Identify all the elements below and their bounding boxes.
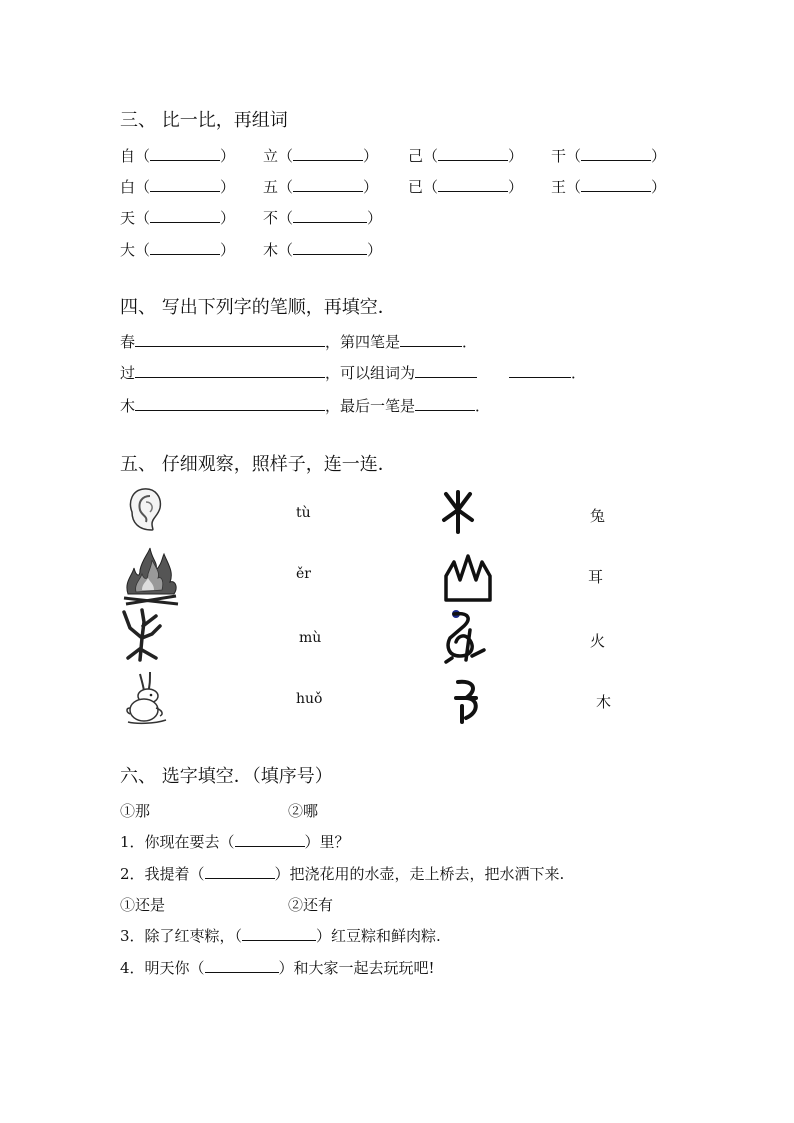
stroke-order-blank[interactable] [135, 365, 325, 378]
compare-word-item [263, 145, 378, 166]
stroke-row-3 [120, 395, 490, 416]
stroke-char: 春 [120, 333, 136, 351]
stroke-char: 木 [120, 397, 136, 415]
open-paren: （ [423, 147, 439, 165]
ancient-mu-glyph [438, 490, 478, 534]
answer-blank-2[interactable] [509, 365, 571, 378]
ancient-er-glyph [452, 676, 482, 724]
pinyin-label: mù [299, 630, 322, 646]
compare-char: 大 [120, 241, 136, 259]
close-paren: ） [220, 147, 236, 165]
answer-blank[interactable] [415, 365, 477, 378]
compare-word-item [263, 207, 382, 228]
word-blank[interactable] [150, 179, 220, 192]
section-3-title: 三、 比一比，再组词 [120, 110, 288, 131]
compare-word-item [120, 176, 235, 197]
stroke-row-2 [120, 362, 586, 383]
section-5-title: 五、 仔细观察，照样子，连一连． [120, 454, 396, 475]
option-2: ②哪 [288, 802, 319, 820]
open-paren: （ [278, 241, 294, 259]
word-blank[interactable] [581, 148, 651, 161]
question-3 [120, 925, 441, 946]
question-4 [120, 957, 435, 978]
close-paren: ） [367, 241, 383, 259]
compare-char: 不 [263, 209, 279, 227]
compare-word-item [263, 176, 378, 197]
compare-word-item [551, 145, 666, 166]
open-paren: （ [278, 209, 294, 227]
close-paren: ） [508, 147, 524, 165]
answer-blank[interactable] [415, 398, 475, 411]
hanzi-label: 耳 [588, 568, 604, 586]
close-paren: ） [363, 147, 379, 165]
word-blank[interactable] [293, 148, 363, 161]
pinyin-label: tù [296, 505, 311, 521]
compare-char: 王 [551, 178, 567, 196]
section-4-title: 四、 写出下列字的笔顺，再填空． [120, 297, 396, 318]
compare-char: 干 [551, 147, 567, 165]
stroke-question: ，第四笔是 [325, 333, 401, 351]
period: ． [462, 333, 478, 351]
answer-blank[interactable] [235, 834, 305, 847]
compare-word-item [120, 239, 235, 260]
open-paren: （ [423, 178, 439, 196]
pinyin-label: ěr [296, 566, 311, 582]
open-paren: （ [135, 241, 151, 259]
pinyin-label: huǒ [296, 691, 323, 707]
section-6-title: 六、 选字填空．（填序号） [120, 766, 333, 787]
question-2 [120, 863, 564, 884]
fire-picture [122, 546, 180, 606]
open-paren: （ [135, 209, 151, 227]
stroke-order-blank[interactable] [135, 334, 325, 347]
compare-char: 立 [263, 147, 279, 165]
word-blank[interactable] [581, 179, 651, 192]
close-paren: ） [220, 241, 236, 259]
close-paren: ） [363, 178, 379, 196]
question-text: 4．明天你（ [120, 959, 205, 977]
compare-char: 白 [120, 178, 136, 196]
question-text: ）里？ [304, 833, 350, 851]
answer-blank[interactable] [400, 334, 462, 347]
answer-blank[interactable] [205, 866, 275, 879]
word-blank[interactable] [150, 242, 220, 255]
word-blank[interactable] [293, 242, 367, 255]
question-1 [120, 831, 350, 852]
question-text: 3．除了红枣粽，（ [120, 927, 243, 945]
open-paren: （ [278, 178, 294, 196]
word-blank[interactable] [293, 210, 367, 223]
compare-char: 自 [120, 147, 136, 165]
answer-blank[interactable] [205, 960, 279, 973]
compare-word-item [120, 145, 235, 166]
compare-word-item [551, 176, 666, 197]
open-paren: （ [566, 147, 582, 165]
compare-char: 已 [408, 178, 424, 196]
compare-char: 五 [263, 178, 279, 196]
stroke-char: 过 [120, 364, 136, 382]
tree-picture [120, 608, 162, 662]
word-blank[interactable] [150, 148, 220, 161]
close-paren: ） [367, 209, 383, 227]
hanzi-label: 火 [590, 632, 606, 650]
close-paren: ） [220, 178, 236, 196]
period: ． [571, 364, 587, 382]
close-paren: ） [651, 178, 667, 196]
compare-char: 己 [408, 147, 424, 165]
ancient-tu-glyph [442, 608, 488, 664]
compare-word-item [120, 207, 235, 228]
hanzi-label: 兔 [590, 507, 606, 525]
option-1: ①那 [120, 802, 151, 820]
period: ． [475, 397, 491, 415]
stroke-question: ，最后一笔是 [325, 397, 416, 415]
open-paren: （ [135, 147, 151, 165]
stroke-order-blank[interactable] [135, 398, 325, 411]
open-paren: （ [566, 178, 582, 196]
word-blank[interactable] [438, 148, 508, 161]
word-blank[interactable] [150, 210, 220, 223]
stroke-row-1 [120, 331, 477, 352]
open-paren: （ [135, 178, 151, 196]
compare-char: 天 [120, 209, 136, 227]
close-paren: ） [508, 178, 524, 196]
compare-word-item [408, 176, 523, 197]
word-blank[interactable] [438, 179, 508, 192]
close-paren: ） [220, 209, 236, 227]
option-1: ①还是 [120, 896, 166, 914]
option-2: ②还有 [288, 896, 334, 914]
close-paren: ） [651, 147, 667, 165]
answer-blank[interactable] [242, 928, 316, 941]
question-text: 1．你现在要去（ [120, 833, 235, 851]
question-text: ）和大家一起去玩玩吧! [278, 959, 435, 977]
open-paren: （ [278, 147, 294, 165]
ear-picture [122, 486, 164, 532]
compare-word-item [263, 239, 382, 260]
stroke-question: ，可以组词为 [325, 364, 416, 382]
question-text: 2．我提着（ [120, 865, 205, 883]
compare-word-item [408, 145, 523, 166]
compare-char: 木 [263, 241, 279, 259]
word-blank[interactable] [293, 179, 363, 192]
ancient-huo-glyph [442, 552, 494, 604]
hanzi-label: 木 [596, 693, 612, 711]
question-text: ）把浇花用的水壶，走上桥去，把水洒下来. [274, 865, 565, 883]
rabbit-picture [120, 670, 170, 726]
question-text: ）红豆粽和鲜肉粽. [316, 927, 441, 945]
